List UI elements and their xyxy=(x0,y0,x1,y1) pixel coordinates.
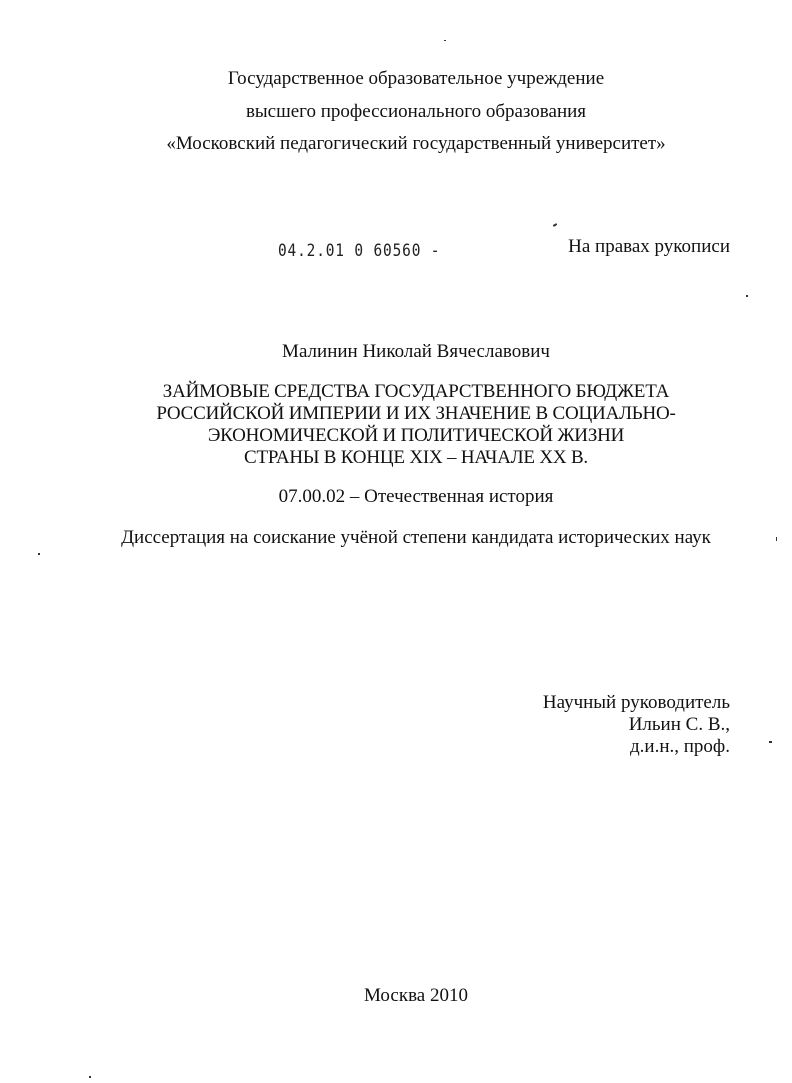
specialty-code: 07.00.02 – Отечественная история xyxy=(278,486,554,507)
scan-speck xyxy=(746,295,748,297)
title-line-3: ЭКОНОМИЧЕСКОЙ И ПОЛИТИЧЕСКОЙ ЖИЗНИ xyxy=(207,425,625,446)
title-line-1: ЗАЙМОВЫЕ СРЕДСТВА ГОСУДАРСТВЕННОГО БЮДЖЕТА xyxy=(162,381,670,402)
scan-speck xyxy=(38,553,40,555)
supervisor-label: Научный руководитель xyxy=(542,692,730,713)
author-name: Малинин Николай Вячеславович xyxy=(282,341,550,362)
scan-speck xyxy=(553,223,557,227)
institution-line-1: Государственное образовательное учреждение xyxy=(227,68,605,89)
scan-speck xyxy=(776,537,777,541)
registration-stamp: 04.2.01 0 60560 - xyxy=(278,241,441,261)
rights-notice: На правах рукописи xyxy=(568,236,730,257)
scan-speck xyxy=(89,1076,91,1078)
degree-statement: Диссертация на соискание учёной степени кандидата исторических наук xyxy=(121,527,711,548)
institution-line-2: высшего профессионального образования xyxy=(245,101,587,122)
dissertation-title xyxy=(0,381,792,469)
title-line-2: РОССИЙСКОЙ ИМПЕРИИ И ИХ ЗНАЧЕНИЕ В СОЦИАЛЬНО- xyxy=(156,403,676,424)
city-year: Москва 2010 xyxy=(364,985,468,1006)
supervisor-name: Ильин С. В., xyxy=(628,714,730,735)
title-line-4: СТРАНЫ В КОНЦЕ XIX – НАЧАЛЕ XX В. xyxy=(244,447,588,468)
scan-speck xyxy=(769,741,772,743)
supervisor-credentials: д.и.н., проф. xyxy=(630,736,730,757)
supervisor-block xyxy=(543,692,730,758)
scan-speck xyxy=(444,40,446,41)
institution-line-3: «Московский педагогический государственный университет» xyxy=(166,133,666,154)
